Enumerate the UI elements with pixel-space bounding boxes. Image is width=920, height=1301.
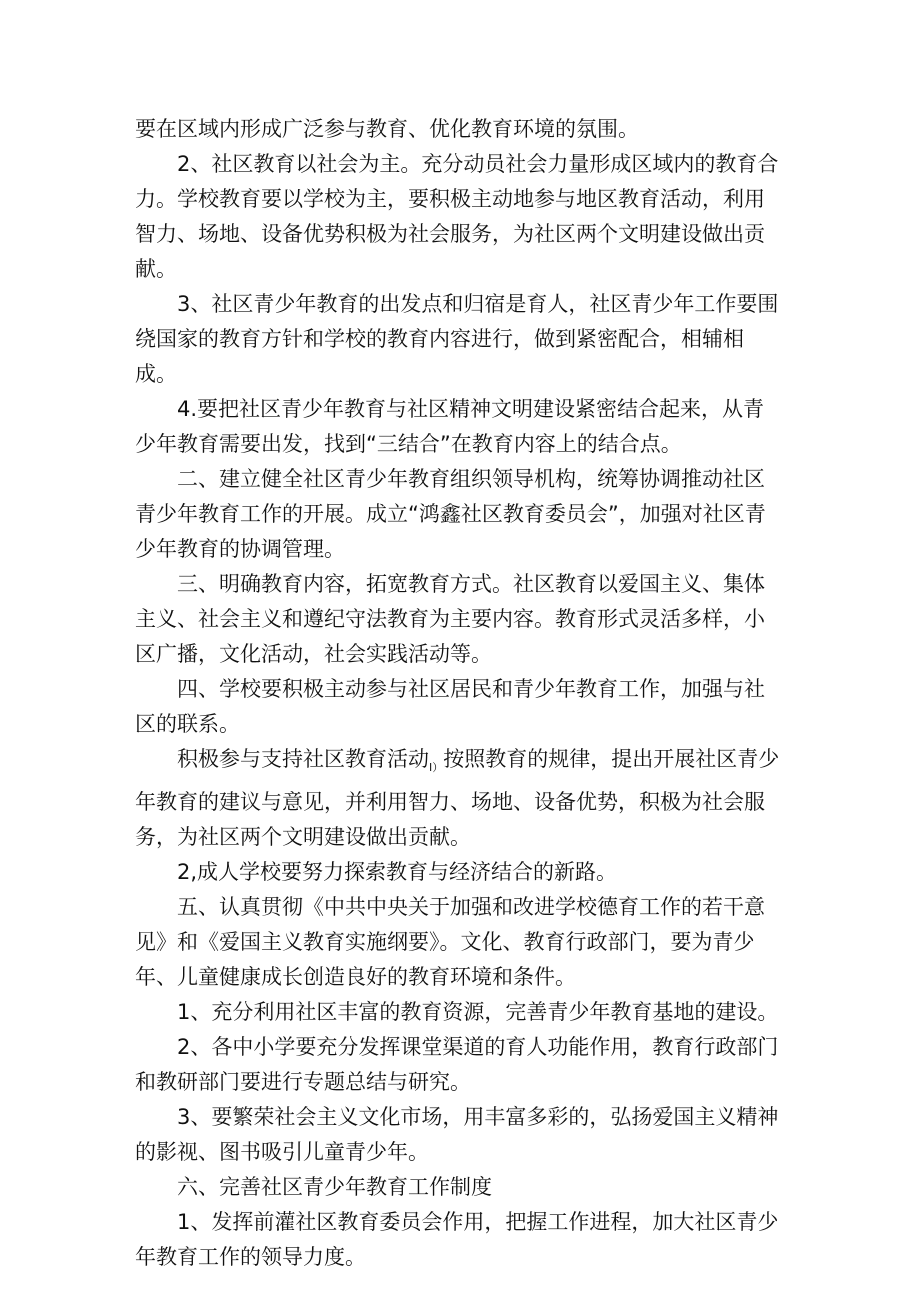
paragraph-8 — [135, 742, 785, 855]
paragraph-13: 3、要繁荣社会主义文化市场，用丰富多彩的，弘扬爱国主义精神的影视、图书吸引儿童青少年。 — [135, 1105, 779, 1165]
paragraph-8-text-before: 积极参与支持社区教育活动 — [177, 747, 429, 771]
paragraph-12: 2、各中小学要充分发挥课堂渠道的育人功能作用，教育行政部门和教研部门要进行专题总结与研究。 — [135, 1035, 779, 1095]
paragraph-11: 1、充分利用社区丰富的教育资源，完善青少年教育基地的建设。 — [177, 1000, 779, 1025]
paragraph-7: 四、学校要积极主动参与社区居民和青少年教育工作，加强与社区的联系。 — [135, 677, 765, 736]
paragraph-10: 五、认真贯彻《中共中央关于加强和改进学校德育工作的若干意见》和《爱国主义教育实施纲要》。文化、教育行政部门，要为青少年、儿童健康成长创造良好的教育环境和条件。 — [135, 895, 765, 990]
paragraph-9: 2,成人学校要努力探索教育与经济结合的新路。 — [177, 860, 618, 885]
paragraph-5: 二、建立健全社区青少年教育组织领导机构，统筹协调推动社区青少年教育工作的开展。成立“鸿鑫社区教育委员会”，加强对社区青少年教育的协调管理。 — [135, 467, 766, 561]
paragraph-4: 4.要把社区青少年教育与社区精神文明建设紧密结合起来，从青少年教育需要出发，找到“三结合”在教育内容上的结合点。 — [135, 397, 765, 456]
paragraph-8-note: I） — [429, 761, 444, 775]
paragraph-6: 三、明确教育内容，拓宽教育方式。社区教育以爱国主义、集体主义、社会主义和遵纪守法教育为主要内容。教育形式灵活多样，小区广播，文化活动，社会实践活动等。 — [135, 572, 765, 666]
paragraph-1: 要在区域内形成广泛参与教育、优化教育环境的氛围。 — [135, 117, 639, 141]
document-page — [135, 112, 785, 1275]
paragraph-8-text-after: 按照教育的规律，提出开展社区青少年教育的建议与意见，并利用智力、场地、设备优势，积极为社会服务，为社区两个文明建设做出贡献。 — [135, 747, 780, 850]
paragraph-14: 六、完善社区青少年教育工作制度 — [177, 1175, 492, 1200]
paragraph-3: 3、社区青少年教育的出发点和归宿是育人，社区青少年工作要围绕国家的教育方针和学校的教育内容进行，做到紧密配合，相辅相成。 — [135, 292, 779, 386]
paragraph-2: 2、社区教育以社会为主。充分动员社会力量形成区域内的教育合力。学校教育要以学校为主，要积极主动地参与地区教育活动，利用智力、场地、设备优势积极为社会服务，为社区两个文明建设做出贡献。 — [135, 152, 779, 281]
paragraph-15: 1、发挥前灌社区教育委员会作用，把握工作进程，加大社区青少年教育工作的领导力度。 — [135, 1210, 779, 1270]
